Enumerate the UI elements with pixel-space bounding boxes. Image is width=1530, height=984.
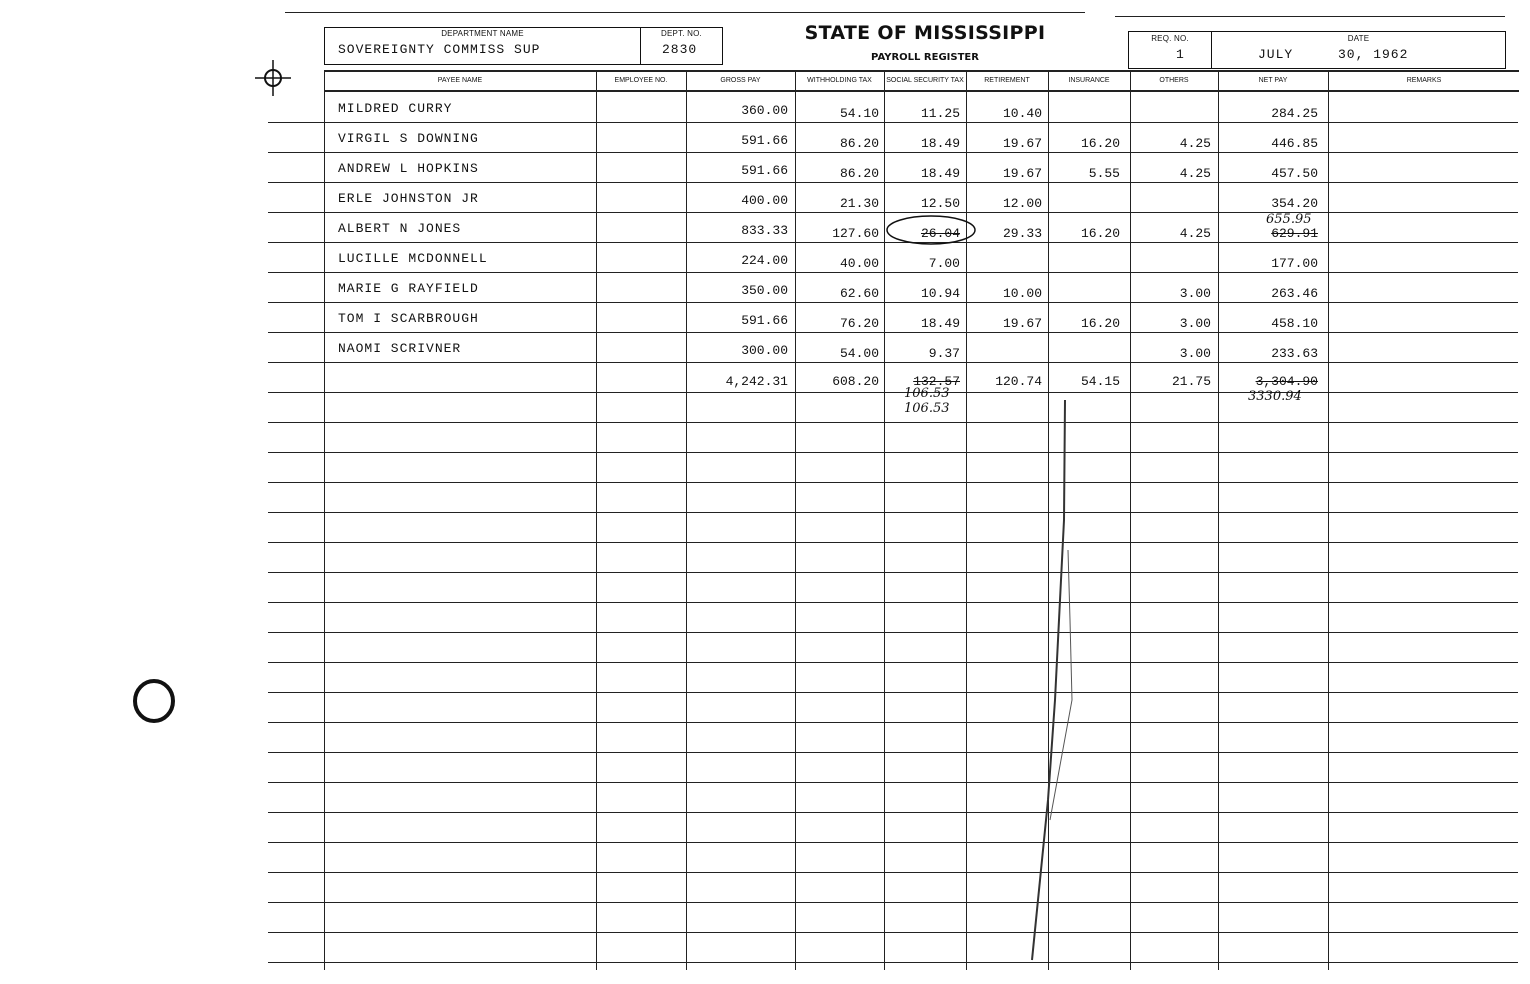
cell-withholding: 86.20 [839, 166, 879, 181]
cell-net: 263.46 [1271, 286, 1318, 301]
row-rule [268, 362, 1518, 363]
cell-withholding: 76.20 [839, 316, 879, 331]
row-rule [268, 902, 1518, 903]
cell-ss: 18.49 [920, 136, 960, 151]
payee-name: TOM I SCARBROUGH [338, 311, 479, 326]
cell-withholding: 40.00 [839, 256, 879, 271]
top-rule-right [1115, 16, 1505, 17]
cell-ss: 18.49 [920, 166, 960, 181]
row-rule [268, 122, 1518, 123]
date-day-year: 30, 1962 [1338, 47, 1409, 62]
cell-withholding: 21.30 [839, 196, 879, 211]
payee-name: ERLE JOHNSTON JR [338, 191, 479, 206]
cell-insurance: 5.55 [1088, 166, 1120, 181]
row-rule [268, 422, 1518, 423]
grid-vline [1130, 70, 1131, 970]
grid-vline [1218, 70, 1219, 970]
cell-others: 3.00 [1179, 346, 1211, 361]
row-rule [268, 632, 1518, 633]
hand-jones-net: 655.95 [1266, 212, 1312, 227]
row-rule [268, 842, 1518, 843]
row-rule [268, 812, 1518, 813]
cell-gross: 360.00 [741, 103, 788, 118]
cell-gross: 224.00 [741, 253, 788, 268]
hand-ss-total-1: 106.53 [904, 386, 950, 401]
cell-net: 354.20 [1271, 196, 1318, 211]
cell-others: 3.00 [1179, 286, 1211, 301]
payee-name: MILDRED CURRY [338, 101, 453, 116]
cell-retirement: 12.00 [1002, 196, 1042, 211]
col-withholding-tax: WITHHOLDING TAX [807, 77, 872, 84]
grid-vline [966, 70, 967, 970]
col-insurance: INSURANCE [1068, 77, 1110, 84]
row-rule [268, 332, 1518, 333]
cell-ss: 9.37 [928, 346, 960, 361]
row-rule [268, 302, 1518, 303]
date-month: JULY [1258, 47, 1294, 62]
cell-gross: 591.66 [741, 163, 788, 178]
total-others: 21.75 [1171, 374, 1211, 389]
col-retirement: RETIREMENT [984, 77, 1030, 84]
row-rule [268, 482, 1518, 483]
payee-name: ANDREW L HOPKINS [338, 161, 479, 176]
grid-vline [1328, 70, 1329, 970]
payee-name: MARIE G RAYFIELD [338, 281, 479, 296]
req-no-value: 1 [1176, 47, 1185, 62]
cell-withholding: 86.20 [839, 136, 879, 151]
cell-withholding: 54.10 [839, 106, 879, 121]
cell-gross: 591.66 [741, 313, 788, 328]
cell-ss: 12.50 [920, 196, 960, 211]
dept-no-label: DEPT. NO. [661, 29, 702, 38]
cell-gross: 400.00 [741, 193, 788, 208]
header-top-rule [324, 70, 1519, 72]
row-rule [268, 692, 1518, 693]
cell-gross: 591.66 [741, 133, 788, 148]
cell-retirement: 19.67 [1002, 136, 1042, 151]
grid-vline [884, 70, 885, 970]
row-rule [268, 512, 1518, 513]
payee-name: ALBERT N JONES [338, 221, 462, 236]
cell-net: 177.00 [1271, 256, 1318, 271]
cell-withholding: 127.60 [832, 226, 879, 241]
hand-ss-total-2: 106.53 [904, 401, 950, 416]
row-rule [268, 152, 1518, 153]
row-rule [268, 872, 1518, 873]
col-payee-name: PAYEE NAME [437, 77, 483, 84]
cell-insurance: 16.20 [1080, 136, 1120, 151]
payee-name: LUCILLE MCDONNELL [338, 251, 488, 266]
row-rule [268, 182, 1518, 183]
col-others: OTHERS [1159, 77, 1189, 84]
cell-ss: 7.00 [928, 256, 960, 271]
cell-gross: 300.00 [741, 343, 788, 358]
form-title: STATE OF MISSISSIPPI [804, 22, 1046, 44]
punch-hole-icon [130, 677, 178, 725]
cell-ss: 11.25 [920, 106, 960, 121]
cell-others: 4.25 [1179, 136, 1211, 151]
correction-circle-icon [884, 213, 980, 247]
department-label: DEPARTMENT NAME [441, 29, 524, 38]
payee-name: NAOMI SCRIVNER [338, 341, 462, 356]
cell-gross: 833.33 [741, 223, 788, 238]
cell-insurance: 16.20 [1080, 316, 1120, 331]
total-withholding: 608.20 [832, 374, 879, 389]
cell-gross: 350.00 [741, 283, 788, 298]
row-rule [268, 782, 1518, 783]
row-rule [268, 572, 1518, 573]
cell-ss: 10.94 [920, 286, 960, 301]
department-value: SOVEREIGNTY COMMISS SUP [338, 42, 541, 57]
form-subtitle: PAYROLL REGISTER [871, 52, 979, 63]
row-rule [268, 392, 1518, 393]
cell-withholding: 54.00 [839, 346, 879, 361]
cell-others: 4.25 [1179, 226, 1211, 241]
cell-retirement: 10.00 [1002, 286, 1042, 301]
grid-vline [596, 70, 597, 970]
date-label: DATE [1347, 34, 1370, 43]
row-rule [268, 722, 1518, 723]
col-gross-pay: GROSS PAY [720, 77, 761, 84]
total-gross: 4,242.31 [725, 374, 788, 389]
cell-net: 457.50 [1271, 166, 1318, 181]
total-ss-struck: 132.57 [913, 374, 960, 389]
cell-retirement: 19.67 [1002, 316, 1042, 331]
cell-retirement: 10.40 [1002, 106, 1042, 121]
col-social-security-tax: SOCIAL SECURITY TAX [886, 77, 964, 84]
hand-net-total: 3330.94 [1248, 389, 1302, 404]
header-bottom-rule [324, 90, 1519, 92]
row-rule [268, 452, 1518, 453]
cell-others: 3.00 [1179, 316, 1211, 331]
row-rule [268, 602, 1518, 603]
col-employee-no: EMPLOYEE NO. [614, 77, 668, 84]
registration-mark-icon [255, 60, 291, 96]
row-rule [268, 662, 1518, 663]
total-insurance: 54.15 [1080, 374, 1120, 389]
row-rule [268, 542, 1518, 543]
cell-ss: 18.49 [920, 316, 960, 331]
grid-vline [324, 70, 325, 970]
total-retirement: 120.74 [995, 374, 1042, 389]
col-net-pay: NET PAY [1258, 77, 1288, 84]
top-rule [285, 12, 1085, 13]
row-rule [268, 752, 1518, 753]
req-no-label: REQ. NO. [1151, 34, 1189, 43]
row-rule [268, 962, 1518, 963]
cell-net: 284.25 [1271, 106, 1318, 121]
grid-vline [795, 70, 796, 970]
row-rule [268, 272, 1518, 273]
grid-vline [686, 70, 687, 970]
row-rule [268, 932, 1518, 933]
cell-net: 629.91 [1271, 226, 1318, 241]
dept-no-value: 2830 [662, 42, 698, 57]
cell-retirement: 19.67 [1002, 166, 1042, 181]
cell-net: 446.85 [1271, 136, 1318, 151]
cell-retirement: 29.33 [1002, 226, 1042, 241]
paper-fold-mark-icon [1020, 400, 1090, 980]
cell-withholding: 62.60 [839, 286, 879, 301]
payee-name: VIRGIL S DOWNING [338, 131, 479, 146]
cell-ss: 26.04 [920, 226, 960, 241]
col-remarks: REMARKS [1406, 77, 1442, 84]
cell-net: 233.63 [1271, 346, 1318, 361]
total-net-struck: 3,304.90 [1255, 374, 1318, 389]
cell-net: 458.10 [1271, 316, 1318, 331]
cell-others: 4.25 [1179, 166, 1211, 181]
cell-insurance: 16.20 [1080, 226, 1120, 241]
